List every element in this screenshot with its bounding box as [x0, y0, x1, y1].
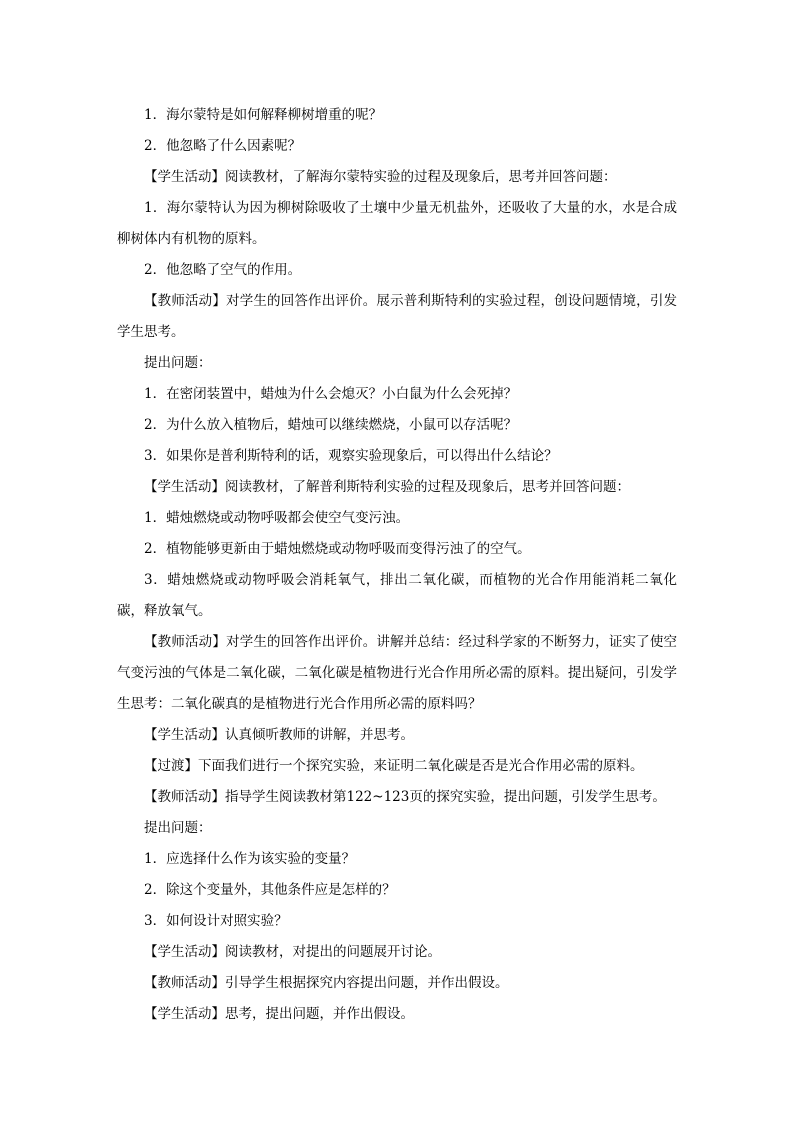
paragraph: 1．蜡烛燃烧或动物呼吸都会使空气变污浊。: [144, 510, 410, 526]
paragraph: 【教师活动】指导学生阅读教材第122~123页的探究实验，提出问题，引发学生思考。: [144, 789, 666, 805]
paragraph: 提出问题：: [144, 820, 212, 836]
paragraph: 3．如果你是普利斯特利的话，观察实验现象后，可以得出什么结论？: [144, 448, 558, 464]
paragraph: 2．为什么放入植物后，蜡烛可以继续燃烧，小鼠可以存活呢？: [144, 417, 518, 433]
paragraph: 3．如何设计对照实验？: [144, 913, 288, 929]
paragraph: 【学生活动】认真倾听教师的讲解，并思考。: [144, 727, 414, 743]
paragraph: 【教师活动】对学生的回答作出评价。讲解并总结：经过科学家的不断努力，证实了使空气变污浊的气体是二氧化碳，二氧化碳是植物进行光合作用所必需的原料。提出疑问，引发学生思考：二氧化碳真的是植物进行光合作用所必需的原料吗？: [117, 634, 677, 712]
paragraph: 提出问题：: [144, 355, 212, 371]
paragraph: 1．海尔蒙特认为因为柳树除吸收了土壤中少量无机盐外，还吸收了大量的水，水是合成柳树体内有机物的原料。: [117, 200, 677, 247]
paragraph: 2．除这个变量外，其他条件应是怎样的？: [144, 882, 396, 898]
paragraph: 【学生活动】阅读教材，对提出的问题展开讨论。: [144, 944, 441, 960]
document-body: [117, 100, 677, 1030]
paragraph: 【教师活动】对学生的回答作出评价。展示普利斯特利的实验过程，创设问题情境，引发学生思考。: [117, 293, 677, 340]
paragraph: 2．植物能够更新由于蜡烛燃烧或动物呼吸而变得污浊了的空气。: [144, 541, 531, 557]
paragraph: 【学生活动】阅读教材，了解海尔蒙特实验的过程及现象后，思考并回答问题：: [144, 169, 617, 185]
paragraph: 1．海尔蒙特是如何解释柳树增重的呢？: [144, 107, 383, 123]
paragraph: 1．应选择什么作为该实验的变量？: [144, 851, 356, 867]
paragraph: 【学生活动】阅读教材，了解普利斯特利实验的过程及现象后，思考并回答问题：: [144, 479, 630, 495]
paragraph: 2．他忽略了空气的作用。: [144, 262, 302, 278]
paragraph: 【过渡】下面我们进行一个探究实验，来证明二氧化碳是否是光合作用必需的原料。: [144, 758, 644, 774]
paragraph: 【学生活动】思考，提出问题，并作出假设。: [144, 1006, 414, 1022]
paragraph: 【教师活动】引导学生根据探究内容提出问题，并作出假设。: [144, 975, 509, 991]
paragraph: 3．蜡烛燃烧或动物呼吸会消耗氧气，排出二氧化碳，而植物的光合作用能消耗二氧化碳，释放氧气。: [117, 572, 677, 619]
paragraph: 2．他忽略了什么因素呢？: [144, 138, 302, 154]
paragraph: 1．在密闭装置中，蜡烛为什么会熄灭？小白鼠为什么会死掉？: [144, 386, 518, 402]
